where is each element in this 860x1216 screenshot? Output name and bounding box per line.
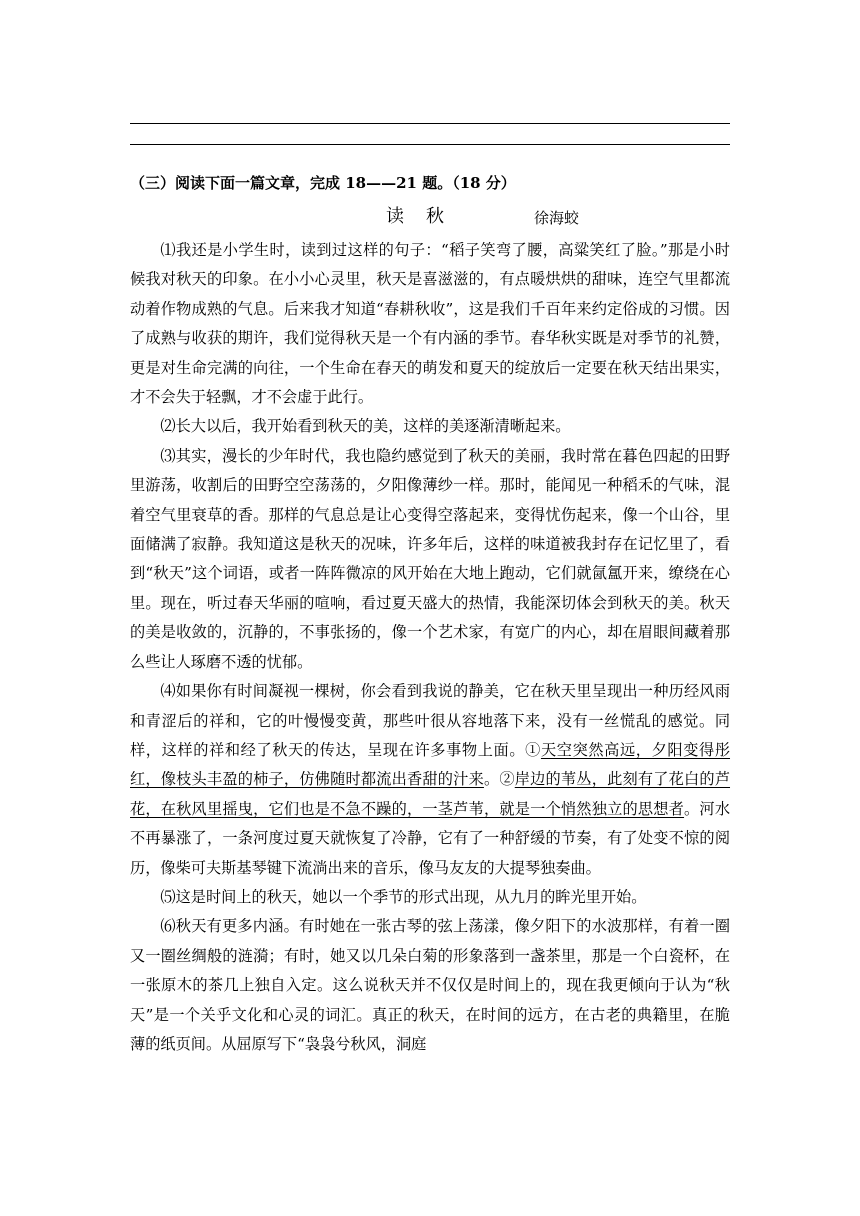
article-title: 读秋 xyxy=(386,206,466,227)
paragraph-6: ⑹秋天有更多内涵。有时她在一张古琴的弦上荡漾，像夕阳下的水波那样，有着一圈又一圈丝绸般的涟漪；有时，她又以几朵白菊的形象落到一盏茶里，那是一个白瓷杯，在一张原木的茶几上独自入定。这么说秋天并不仅仅是时间上的，现在我更倾向于认为“秋天”是一个关乎文化和心灵的词汇。真正的秋天，在时间的远方，在古老的典籍里，在脆薄的纸页间。从屈原写下“袅袅兮秋风，洞庭 xyxy=(130,917,730,1053)
paragraph-2: ⑵长大以后，我开始看到秋天的美，这样的美逐渐清晰起来。 xyxy=(160,417,571,436)
paragraph-4-tail: 。河水不再暴涨了，一条河度过夏天就恢复了冷静，它有了一种舒缓的节奏，有了处变不惊的阅历，像柴可夫斯基琴键下流淌出来的音乐，像马友友的大提琴独奏曲。 xyxy=(130,799,731,877)
article-body xyxy=(130,236,730,1059)
paragraph-5: ⑸这是时间上的秋天，她以一个季节的形式出现，从九月的眸光里开始。 xyxy=(160,887,647,906)
answer-line-2 xyxy=(130,144,730,145)
article-author: 徐海蛟 xyxy=(534,209,580,227)
paragraph-4-lead: ⑷如果你有时间凝视一棵树，你会看到我说的静美，它在秋天里呈现出一种历经风雨和青涩后的祥和，它的叶慢慢变黄，那些叶很从容地落下来，没有一丝慌乱的感觉。同样，这样的祥和经了秋天的传达，呈现在许多事物上面。① xyxy=(130,682,730,759)
section-heading: （三）阅读下面一篇文章，完成 18——21 题。（18 分） xyxy=(130,174,516,192)
paragraph-3: ⑶其实，漫长的少年时代，我也隐约感觉到了秋天的美丽，我时常在暮色四起的田野里游荡，收割后的田野空空荡荡的，夕阳像薄纱一样。那时，能闻见一种稻禾的气味，混着空气里衰草的香。那样的气息总是让心变得空落起来，变得忧伤起来，像一个山谷，里面储满了寂静。我知道这是秋天的况味，许多年后，这样的味道被我封存在记忆里了，看到“秋天”这个词语，或者一阵阵微凉的风开始在大地上跑动，它们就氤氲开来，缭绕在心里。现在，听过春天华丽的喧响，看过夏天盛大的热情，我能深切体会到秋天的美。秋天的美是收敛的，沉静的，不事张扬的，像一个艺术家，有宽广的内心，却在眉眼间藏着那么些让人琢磨不透的忧郁。 xyxy=(130,446,730,671)
title-row xyxy=(130,204,730,230)
paragraph-4-middle: 。② xyxy=(483,770,515,789)
paragraph-4 xyxy=(130,677,730,883)
underlined-sentence-2: 岸边的苇丛，此刻有了花白的芦花，在秋风里摇曳，它们也是不急不躁的，一茎芦苇，就是一个悄然独立的思想者 xyxy=(130,770,731,818)
answer-line-1 xyxy=(130,123,730,124)
paragraph-1: ⑴我还是小学生时，读到过这样的句子：“稻子笑弯了腰，高粱笑红了脸。”那是小时候我对秋天的印象。在小小心灵里，秋天是喜滋滋的，有点暖烘烘的甜味，连空气里都流动着作物成熟的气息。后来我才知道“春耕秋收”，这是我们千百年来约定俗成的习惯。因了成熟与收获的期许，我们觉得秋天是一个有内涵的季节。春华秋实既是对季节的礼赞，更是对生命完满的向往，一个生命在春天的萌发和夏天的绽放后一定要在秋天结出果实，才不会失于轻飘，才不会虚于此行。 xyxy=(130,241,730,407)
underlined-sentence-1: 天空突然高远，夕阳变得彤红，像枝头丰盈的柿子，仿佛随时都流出香甜的汁来 xyxy=(130,740,731,789)
